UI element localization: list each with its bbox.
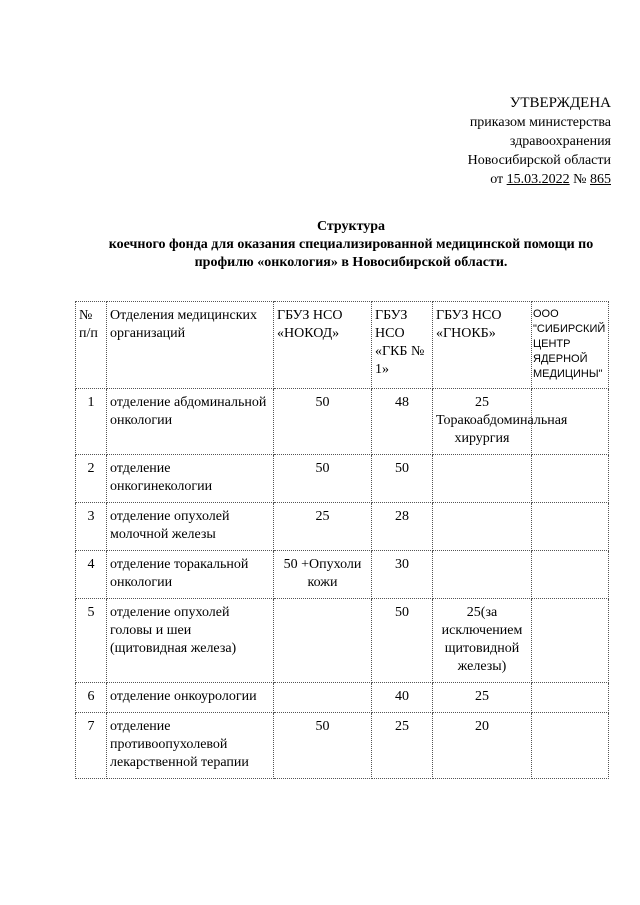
header-gnokb: ГБУЗ НСО «ГНОКБ» bbox=[433, 302, 532, 389]
cell-dept: отделение опухолей головы и шеи (щитовидная железа) bbox=[107, 599, 274, 683]
title-subline: профилю «онкология» в Новосибирской области. bbox=[194, 255, 508, 270]
cell-nokod: 50 bbox=[274, 455, 372, 503]
document-title bbox=[60, 218, 640, 272]
cell-gkb1: 40 bbox=[372, 683, 433, 713]
cell-gnokb: 20 bbox=[433, 713, 532, 779]
cell-nokod: 50 bbox=[274, 713, 372, 779]
cell-num: 1 bbox=[76, 389, 107, 455]
cell-gkb1: 50 bbox=[372, 455, 433, 503]
approval-line: Новосибирской области bbox=[467, 153, 611, 168]
approval-date-line bbox=[468, 170, 611, 189]
cell-gnokb: 25 bbox=[433, 683, 532, 713]
header-nokod: ГБУЗ НСО «НОКОД» bbox=[274, 302, 372, 389]
cell-gkb1: 50 bbox=[372, 599, 433, 683]
cell-num: 3 bbox=[76, 503, 107, 551]
table-header-row bbox=[76, 302, 609, 389]
title-subline: коечного фонда для оказания специализированной медицинской помощи по bbox=[108, 237, 594, 252]
table-row bbox=[76, 683, 609, 713]
header-dept: Отделения медицинских организаций bbox=[107, 302, 274, 389]
cell-dept: отделение противоопухолевой лекарственной терапии bbox=[107, 713, 274, 779]
cell-gkb1: 28 bbox=[372, 503, 433, 551]
cell-gnokb bbox=[433, 503, 532, 551]
approval-stamp bbox=[468, 94, 611, 189]
cell-num: 7 bbox=[76, 713, 107, 779]
approval-line: приказом министерства bbox=[469, 115, 611, 130]
header-num: № п/п bbox=[76, 302, 107, 389]
cell-dept: отделение абдоминальной онкологии bbox=[107, 389, 274, 455]
cell-siberian-center bbox=[532, 599, 609, 683]
cell-siberian-center bbox=[532, 455, 609, 503]
cell-num: 4 bbox=[76, 551, 107, 599]
table-row bbox=[76, 713, 609, 779]
header-siberian-center: ООО "СИБИРСКИЙ ЦЕНТР ЯДЕРНОЙ МЕДИЦИНЫ" bbox=[532, 302, 609, 389]
cell-gkb1: 25 bbox=[372, 713, 433, 779]
cell-siberian-center bbox=[532, 683, 609, 713]
cell-dept: отделение онкогинекологии bbox=[107, 455, 274, 503]
cell-nokod bbox=[274, 683, 372, 713]
cell-gkb1: 30 bbox=[372, 551, 433, 599]
approval-title: УТВЕРЖДЕНА bbox=[509, 95, 611, 111]
number-prefix: № bbox=[569, 172, 590, 187]
table-row bbox=[76, 455, 609, 503]
cell-siberian-center bbox=[532, 713, 609, 779]
table-row bbox=[76, 503, 609, 551]
cell-dept: отделение онкоурологии bbox=[107, 683, 274, 713]
cell-nokod: 50 bbox=[274, 389, 372, 455]
cell-gnokb: 25(за исключением щитовидной железы) bbox=[433, 599, 532, 683]
table-row bbox=[76, 389, 609, 455]
cell-siberian-center bbox=[532, 551, 609, 599]
cell-gnokb: 25 Торакоабдоминальная хирургия bbox=[433, 389, 532, 455]
header-gkb1: ГБУЗ НСО «ГКБ № 1» bbox=[372, 302, 433, 389]
cell-dept: отделение опухолей молочной железы bbox=[107, 503, 274, 551]
cell-dept: отделение торакальной онкологии bbox=[107, 551, 274, 599]
table-row bbox=[76, 599, 609, 683]
approval-date: 15.03.2022 bbox=[506, 172, 570, 187]
date-prefix: от bbox=[490, 172, 507, 187]
cell-num: 5 bbox=[76, 599, 107, 683]
cell-gnokb bbox=[433, 551, 532, 599]
cell-nokod bbox=[274, 599, 372, 683]
cell-siberian-center bbox=[532, 503, 609, 551]
title-heading: Структура bbox=[316, 219, 386, 234]
cell-gnokb bbox=[433, 455, 532, 503]
bed-fund-table bbox=[75, 301, 609, 779]
approval-number: 865 bbox=[590, 172, 611, 187]
table-row bbox=[76, 551, 609, 599]
cell-num: 2 bbox=[76, 455, 107, 503]
cell-nokod: 25 bbox=[274, 503, 372, 551]
cell-gkb1: 48 bbox=[372, 389, 433, 455]
cell-num: 6 bbox=[76, 683, 107, 713]
cell-nokod: 50 +Опухоли кожи bbox=[274, 551, 372, 599]
approval-line: здравоохранения bbox=[509, 134, 611, 149]
